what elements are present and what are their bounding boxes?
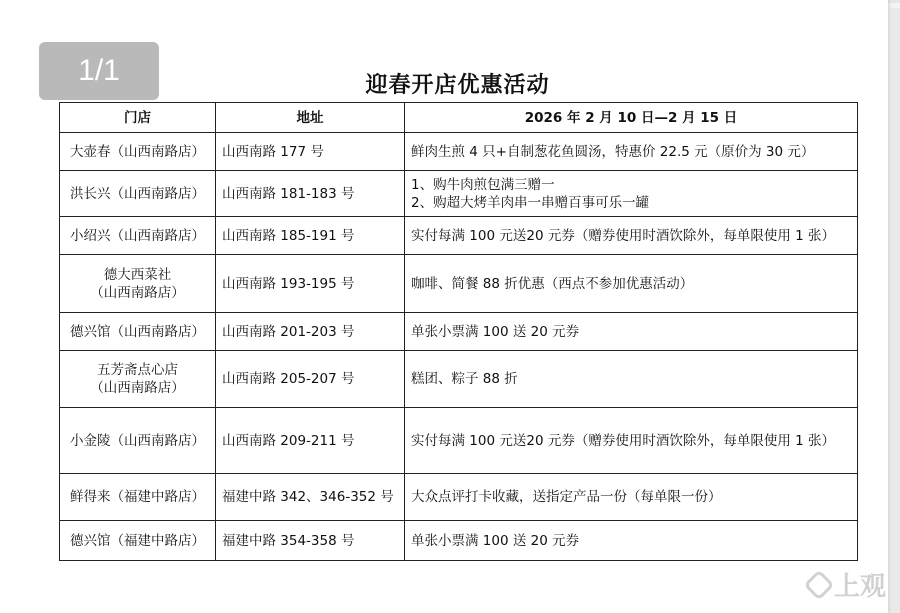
store-offer: 大众点评打卡收藏，送指定产品一份（每单限一份） <box>405 474 858 521</box>
store-name-line: 五芳斋点心店 <box>97 362 178 378</box>
store-offer: 实付每满 100 元送20 元券（赠券使用时酒饮除外，每单限使用 1 张） <box>405 217 858 255</box>
header-store: 门店 <box>60 103 216 133</box>
store-offer <box>405 171 858 217</box>
store-offer: 单张小票满 100 送 20 元券 <box>405 521 858 561</box>
promo-table <box>59 102 858 561</box>
store-address: 山西南路 209-211 号 <box>216 408 405 474</box>
vertical-scrollbar[interactable] <box>889 8 900 613</box>
store-name: 小绍兴（山西南路店） <box>60 217 216 255</box>
table-row <box>60 408 858 474</box>
store-offer: 鲜肉生煎 4 只+自制葱花鱼圆汤，特惠价 22.5 元（原价为 30 元） <box>405 133 858 171</box>
table-header-row <box>60 103 858 133</box>
header-dates: 2026 年 2 月 10 日—2 月 15 日 <box>405 103 858 133</box>
watermark-text: 上观 <box>833 572 886 602</box>
header-address: 地址 <box>216 103 405 133</box>
store-name-line: 德大西菜社 <box>103 266 172 283</box>
store-offer: 糕团、粽子 88 折 <box>405 351 858 408</box>
store-name: 德兴馆（山西南路店） <box>60 313 216 351</box>
shangguan-logo-icon <box>803 569 834 600</box>
store-address: 山西南路 201-203 号 <box>216 313 405 351</box>
store-name-line: （山西南路店） <box>90 380 185 396</box>
store-address: 山西南路 181-183 号 <box>216 171 405 217</box>
table-row <box>60 474 858 521</box>
store-offer: 单张小票满 100 送 20 元券 <box>405 313 858 351</box>
table-row <box>60 313 858 351</box>
store-name <box>60 255 216 313</box>
table-row <box>60 133 858 171</box>
store-address: 山西南路 193-195 号 <box>216 255 405 313</box>
store-name: 大壶春（山西南路店） <box>60 133 216 171</box>
table-row <box>60 255 858 313</box>
table-row <box>60 521 858 561</box>
store-name: 鲜得来（福建中路店） <box>60 474 216 521</box>
store-address: 山西南路 205-207 号 <box>216 351 405 408</box>
watermark <box>808 566 886 603</box>
store-offer: 咖啡、简餐 88 折优惠（西点不参加优惠活动） <box>405 255 858 313</box>
table-row <box>60 351 858 408</box>
store-address: 山西南路 177 号 <box>216 133 405 171</box>
store-name: 德兴馆（福建中路店） <box>60 521 216 561</box>
page-indicator: 1/1 <box>39 42 159 100</box>
document-title: 迎春开店优惠活动 <box>365 73 550 98</box>
offer-line: 2、购超大烤羊肉串一串赠百事可乐一罐 <box>411 194 650 211</box>
store-address: 福建中路 354-358 号 <box>216 521 405 561</box>
store-name-line: （山西南路店） <box>90 284 185 301</box>
store-address: 福建中路 342、346-352 号 <box>216 474 405 521</box>
store-address: 山西南路 185-191 号 <box>216 217 405 255</box>
offer-line: 1、购牛肉煎包满三赠一 <box>411 176 555 193</box>
store-name: 洪长兴（山西南路店） <box>60 171 216 217</box>
table-row <box>60 171 858 217</box>
store-name <box>60 351 216 408</box>
store-name: 小金陵（山西南路店） <box>60 408 216 474</box>
table-row <box>60 217 858 255</box>
store-offer: 实付每满 100 元送20 元券（赠券使用时酒饮除外，每单限使用 1 张） <box>405 408 858 474</box>
